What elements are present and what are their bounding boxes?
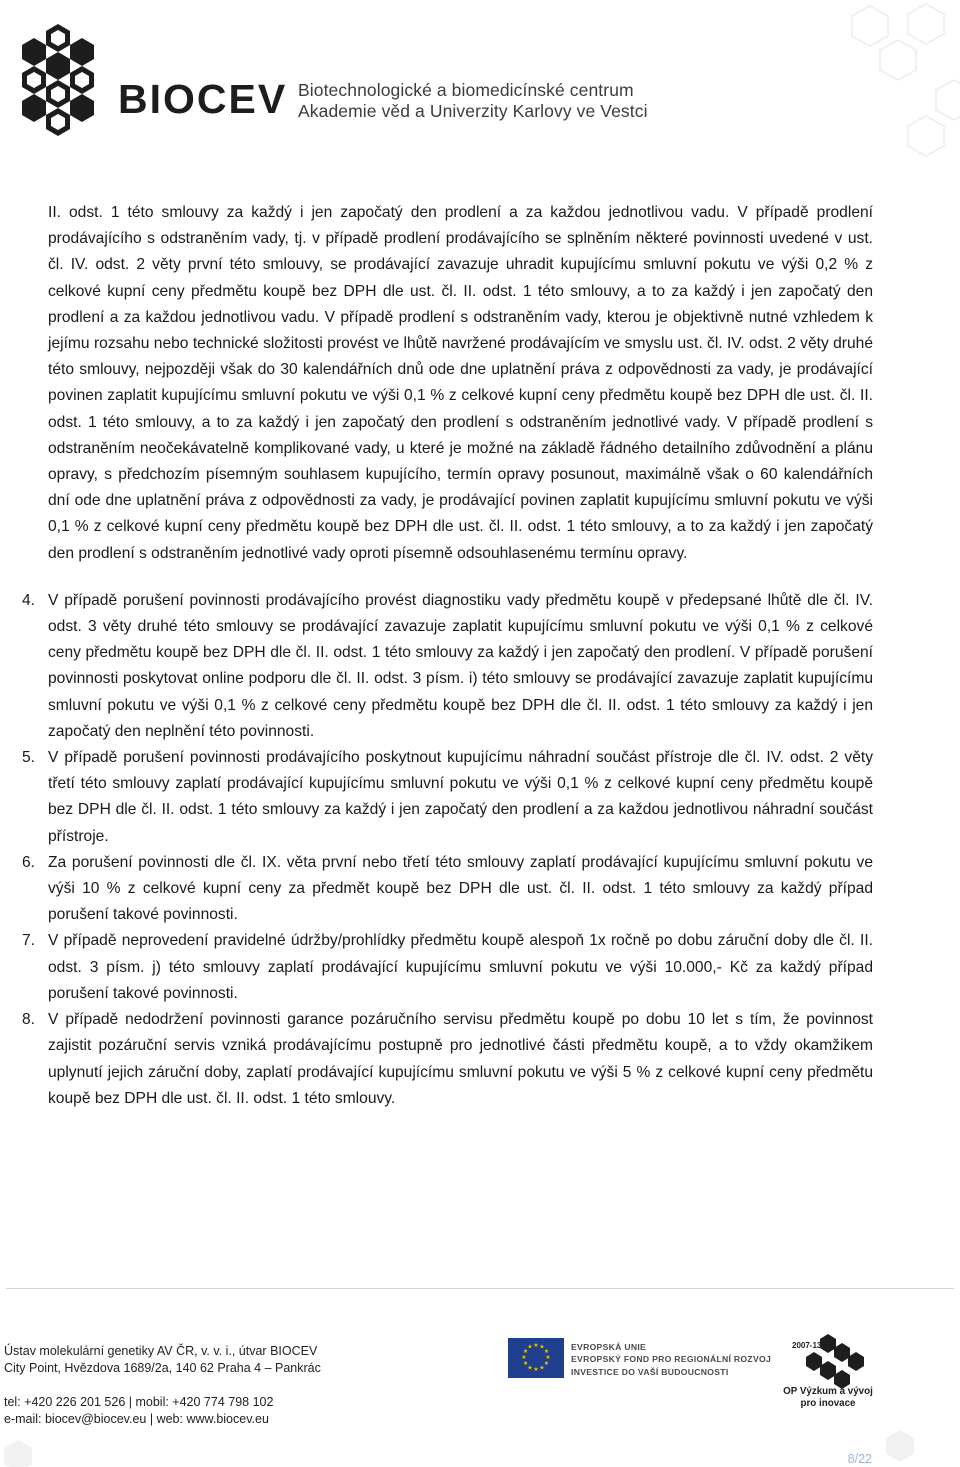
footer-address (4, 1343, 321, 1377)
svg-text:★: ★ (533, 1342, 539, 1349)
op-line1: OP Výzkum a vývoj (783, 1386, 873, 1397)
svg-text:★: ★ (522, 1348, 529, 1355)
footer-email: e-mail: biocev@biocev.eu | web: www.biocev.eu (4, 1412, 269, 1426)
list-item (22, 745, 873, 850)
header-subtitle-line2: Akademie věd a Univerzity Karlovy ve Vestci (298, 101, 648, 121)
svg-text:★: ★ (539, 1364, 545, 1372)
list-item-number: 5. (22, 749, 36, 767)
footer-divider (6, 1288, 954, 1289)
svg-text:★: ★ (527, 1343, 533, 1351)
op-vavpi-logo-icon (786, 1330, 870, 1386)
penalty-points-list (22, 588, 873, 1112)
svg-text:★: ★ (522, 1360, 529, 1367)
svg-text:★: ★ (543, 1360, 550, 1367)
eu-fund-text (571, 1341, 771, 1378)
list-item-number: 4. (22, 591, 36, 609)
list-item-number: 7. (22, 932, 36, 950)
list-item-text: Za porušení povinnosti dle čl. IX. věta první nebo třetí této smlouvy zaplatí prodávající kupujícímu smluvní pokutu ve výši 10 % z celkové kupní ceny za předmět koupě bez DPH dle ust. čl. II. odst. 1 této smlouvy za každý případ porušení takové povinnosti. (48, 853, 873, 924)
svg-text:2007-13: 2007-13 (792, 1341, 822, 1350)
svg-text:BIOCEV: BIOCEV (118, 76, 288, 122)
continued-paragraph: II. odst. 1 této smlouvy za každý i jen započatý den prodlení a za každou jednotlivou vadu. V případě prodlení prodávajícího s odstraněním vady, tj. v případě prodlení prodávajícího se splněním některé povinnosti uvedené v ust. čl. IV. odst. 2 věty první této smlouvy, se prodávající zavazuje uhradit kupujícímu smluvní pokutu ve výši 0,2 % z celkové kupní ceny předmětu koupě bez DPH dle ust. čl. II. odst. 1 této smlouvy, a to za každý i jen započatý den prodlení a za každou jednotlivou vadu. V případě prodlení s odstraněním vady, kterou je objektivně nutné vzhledem k jejímu rozsahu nebo technické složitosti provést ve lhůtě navržené prodávajícím ve smyslu ust. čl. IV. odst. 2 věty druhé této smlouvy, nejpozději však do 30 kalendářních dnů ode dne uplatnění práva z odpovědnosti za vady, je prodávající povinen zaplatit kupujícímu smluvní pokutu ve výši 0,1 % z celkové kupní ceny předmětu koupě bez DPH dle ust. čl. II. odst. 1 této smlouvy, a to za každý i jen započatý den prodlení s odstraněním jednotlivé vady. V případě prodlení s odstraněním neočekávatelně komplikované vady, u které je možné na základě řádného detailního zdůvodnění a plánu opravy, s předchozím písemným souhlasem kupujícího, termín opravy posunout, maximálně však o 60 kalendářních dní ode dne uplatnění práva z odpovědnosti za vady, je prodávající povinen zaplatit kupujícímu smluvní pokutu ve výši 0,1 % z celkové kupní ceny předmětu koupě bez DPH dle ust. čl. II. odst. 1 této smlouvy, a to za každý i jen započatý den prodlení s odstraněním jednotlivé vady oproti písemně odsouhlasenému termínu opravy. (48, 204, 873, 562)
eu-line3: INVESTICE DO VAŠÍ BUDOUCNOSTI (571, 1366, 729, 1377)
list-item (22, 928, 873, 1007)
eu-line2: EVROPSKÝ FOND PRO REGIONÁLNÍ ROZVOJ (571, 1354, 772, 1365)
list-item-number: 6. (22, 853, 36, 871)
list-item (22, 588, 873, 745)
page-number: 8/22 (847, 1452, 872, 1466)
svg-text:★: ★ (533, 1366, 539, 1373)
svg-text:★: ★ (521, 1354, 527, 1361)
list-item-text: V případě porušení povinnosti prodávajícího provést diagnostiku vady předmětu koupě v předepsané lhůtě dle čl. IV. odst. 3 věty druhé této smlouvy se prodávající zavazuje zaplatit kupujícímu smluvní pokutu ve výši 0,1 % z celkové ceny předmětu koupě bez DPH dle čl. II. odst. 1 této smlouvy za každý i jen započatý den prodlení. V případě porušení povinnosti poskytovat online podporu dle čl. II. odst. 3 písm. i) této smlouvy se prodávající zavazuje zaplatit kupujícímu smluvní pokutu ve výši 0,1 % z celkové ceny předmětu koupě bez DPH dle čl. II. odst. 1 této smlouvy za každý i jen započatý den neplnění této povinnosti. (48, 591, 873, 740)
list-item-text: V případě porušení povinnosti prodávajícího poskytnout kupujícímu náhradní součást přístroje dle čl. IV. odst. 2 věty třetí této smlouvy zaplatí prodávající kupujícímu smluvní pokutu ve výši 0,1 % z celkové kupní ceny předmětu koupě bez DPH dle čl. II. odst. 1 této smlouvy za každý i jen započatý den prodlení a za každou jednotlivou náhradní součást přístroje. (48, 749, 873, 845)
decorative-hexagons (580, 0, 960, 170)
list-item (22, 850, 873, 929)
svg-text:★: ★ (539, 1343, 545, 1351)
biocev-wordmark (118, 76, 288, 122)
list-item-number: 8. (22, 1011, 36, 1029)
op-line2: pro inovace (800, 1398, 856, 1409)
svg-text:★: ★ (545, 1354, 551, 1361)
biocev-hexagon-logo-icon (6, 20, 110, 148)
svg-text:★: ★ (543, 1348, 550, 1355)
eu-flag-icon (508, 1338, 564, 1378)
document-body (22, 200, 873, 1112)
eu-line1: EVROPSKÁ UNIE (571, 1342, 647, 1352)
footer-phone: tel: +420 226 201 526 | mobil: +420 774 798 102 (4, 1395, 274, 1409)
svg-text:★: ★ (527, 1364, 533, 1372)
footer-decorative-hexagons (0, 1400, 960, 1467)
list-item-text: V případě neprovedení pravidelné údržby/prohlídky předmětu koupě alespoň 1x ročně po dobu záruční doby dle čl. II. odst. 3 písm. j) této smlouvy zaplatí prodávající kupujícímu smluvní pokutu ve výši 10.000,- Kč za každý případ porušení takové povinnosti. (48, 932, 873, 1002)
header-subtitle-line1: Biotechnologické a biomedicínské centrum (298, 80, 634, 100)
footer-street: City Point, Hvězdova 1689/2a, 140 62 Praha 4 – Pankrác (4, 1361, 321, 1375)
list-item-text: V případě nedodržení povinnosti garance pozáručního servisu předmětu koupě po dobu 10 let s tím, že povinnost zajistit pozáruční servis vzniká prodávajícímu postupně pro jednotlivé části předmětu koupě, a to vždy okamžikem uplynutí jejich záruční doby, zaplatí prodávající kupujícímu smluvní pokutu ve výši 5 % z celkové kupní ceny předmětu koupě bez DPH dle ust. čl. II. odst. 1 této smlouvy. (48, 1011, 873, 1107)
list-item (22, 1007, 873, 1112)
page-header (0, 0, 960, 175)
footer-institute: Ústav molekulární genetiky AV ČR, v. v. i., útvar BIOCEV (4, 1344, 318, 1358)
